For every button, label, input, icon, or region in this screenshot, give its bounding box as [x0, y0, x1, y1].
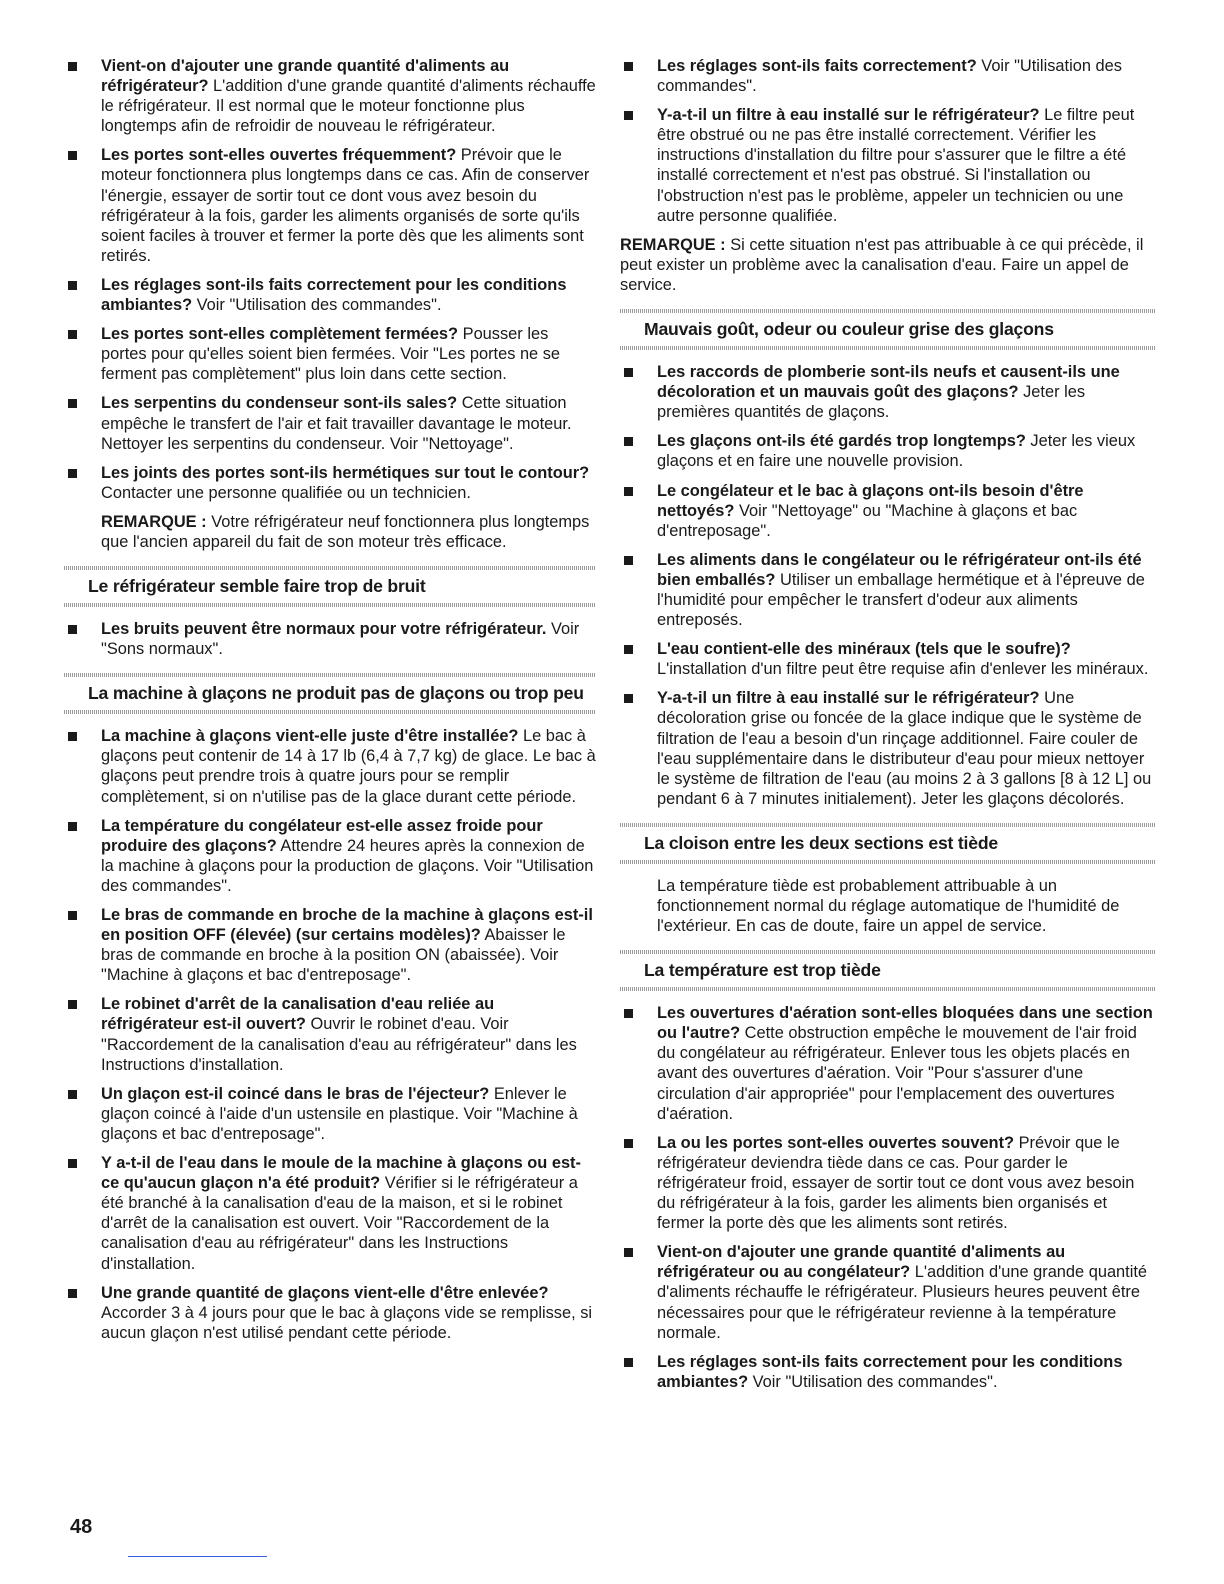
- question-text: Les portes sont-elles complètement fermées?: [101, 325, 459, 344]
- question-text: Les glaçons ont-ils été gardés trop longtemps?: [657, 432, 1026, 451]
- square-bullet-icon: [624, 62, 633, 71]
- section-title: La cloison entre les deux sections est tiède: [644, 832, 998, 853]
- answer-text: Cette obstruction empêche le mouvement de l'air froid du congélateur au réfrigérateur. Enlever tous les objets placés en avant des ouvertures d'aération. Voir "Pour s'assurer d'une circulation d'air appropriée" pour l'emplacement des ouvertures d'aération.: [657, 1024, 1137, 1123]
- troubleshooting-item: [620, 639, 1156, 679]
- square-bullet-icon: [68, 1000, 77, 1009]
- square-bullet-icon: [624, 1009, 633, 1018]
- square-bullet-icon: [624, 645, 633, 654]
- square-bullet-icon: [68, 62, 77, 71]
- square-bullet-icon: [624, 368, 633, 377]
- square-bullet-icon: [624, 1139, 633, 1148]
- troubleshooting-item: [64, 816, 596, 896]
- troubleshooting-item: [64, 905, 596, 985]
- troubleshooting-item: [64, 393, 596, 453]
- section-title: La température est trop tiède: [644, 960, 881, 981]
- question-text: Les réglages sont-ils faits correctement pour les conditions ambiantes?: [657, 1352, 1123, 1391]
- troubleshooting-item: [620, 1003, 1156, 1124]
- answer-text: L'addition d'une grande quantité d'aliments réchauffe le réfrigérateur. Plusieurs heures peuvent être nécessaires pour que le réfrigérateur revienne à la température normale.: [657, 1263, 1148, 1342]
- square-bullet-icon: [68, 625, 77, 634]
- answer-text: Cette situation empêche le transfert de l'air et fait travailler davantage le moteur. Nettoyer les serpentins du condenseur. Voir "Nettoyage".: [101, 394, 572, 453]
- section-heading-le-refrigerateur-semble-faire-trop-de-br: [64, 566, 596, 607]
- square-bullet-icon: [68, 330, 77, 339]
- square-bullet-icon: [68, 1090, 77, 1099]
- question-text: Les aliments dans le congélateur ou le réfrigérateur ont-ils été bien emballés?: [657, 550, 1142, 589]
- answer-text: L'installation d'un filtre peut être requise afin d'enlever les minéraux.: [657, 660, 1149, 679]
- answer-text: Le filtre peut être obstrué ou ne pas être installé correctement. Vérifier les instructions d'installation du filtre pour s'assurer que le filtre a été installé correctement et n'est pas obstrué. Si l'installation ou l'obstruction n'est pas le problème, appeler un technicien ou une autre personne qualifiée.: [657, 106, 1135, 225]
- answer-text: Voir "Utilisation des commandes".: [657, 57, 1122, 96]
- answer-text: Enlever le glaçon coincé à l'aide d'un ustensile en plastique. Voir "Machine à glaçons et bac d'entreposage".: [101, 1084, 578, 1143]
- question-text: La ou les portes sont-elles ouvertes souvent?: [657, 1133, 1015, 1152]
- troubleshooting-item: [64, 1283, 596, 1343]
- question-text: Y a-t-il de l'eau dans le moule de la machine à glaçons ou est-ce qu'aucun glaçon n'a été produit?: [101, 1154, 581, 1193]
- troubleshooting-item: [64, 324, 596, 384]
- answer-text: Pousser les portes pour qu'elles soient bien fermées. Voir "Les portes ne se ferment pas complètement" plus loin dans cette section.: [101, 325, 561, 384]
- section-heading-mauvais-gout-odeur-ou-couleur-grise-des-: [620, 309, 1156, 350]
- question-text: Une grande quantité de glaçons vient-elle d'être enlevée?: [101, 1283, 549, 1302]
- square-bullet-icon: [624, 487, 633, 496]
- remark-note: [620, 235, 1156, 295]
- question-text: Vient-on d'ajouter une grande quantité d'aliments au réfrigérateur ou au congélateur?: [657, 1243, 1066, 1282]
- square-bullet-icon: [624, 437, 633, 446]
- square-bullet-icon: [68, 151, 77, 160]
- hatched-rule: [64, 710, 596, 714]
- troubleshooting-item: [64, 463, 596, 503]
- section-heading-la-temperature-est-trop-tiede: [620, 950, 1156, 991]
- question-text: Le congélateur et le bac à glaçons ont-ils besoin d'être nettoyés?: [657, 481, 1084, 520]
- question-text: Les réglages sont-ils faits correctement pour les conditions ambiantes?: [101, 275, 567, 315]
- hatched-rule: [620, 987, 1156, 991]
- question-text: Les joints des portes sont-ils hermétiques sur tout le contour?: [101, 463, 590, 482]
- answer-text: Une décoloration grise ou foncée de la glace indique que le système de filtration de l'eau a besoin d'un rinçage additionnel. Faire couler de l'eau supplémentaire dans le distributeur d'eau pour mieux nettoyer le système de filtration de l'eau (au moins 2 à 3 gallons [8 à 12 L] ou pendant 6 à 7 minutes initialement). Jeter les glaçons décolorés.: [657, 689, 1152, 808]
- square-bullet-icon: [68, 911, 77, 920]
- remark-label: REMARQUE :: [101, 512, 207, 531]
- section-title: La machine à glaçons ne produit pas de glaçons ou trop peu: [88, 683, 584, 704]
- troubleshooting-item: [64, 619, 596, 659]
- troubleshooting-item: [620, 56, 1156, 96]
- remark-text: Votre réfrigérateur neuf fonctionnera plus longtemps que l'ancien appareil du fait de son moteur très efficace.: [101, 512, 590, 551]
- answer-text: Voir "Sons normaux".: [101, 620, 580, 659]
- answer-text: Jeter les vieux glaçons et en faire une nouvelle provision.: [657, 432, 1136, 471]
- question-text: Le bras de commande en broche de la machine à glaçons est-il en position OFF (élevée) (sur certains modèles)?: [101, 906, 593, 945]
- troubleshooting-item: [620, 481, 1156, 541]
- square-bullet-icon: [68, 1289, 77, 1298]
- answer-text: Voir "Nettoyage" ou "Machine à glaçons et bac d'entreposage".: [657, 501, 1078, 540]
- question-text: La température du congélateur est-elle assez froide pour produire des glaçons?: [101, 816, 543, 855]
- troubleshooting-item: [64, 56, 596, 136]
- troubleshooting-item: [620, 431, 1156, 471]
- answer-text: Le bac à glaçons peut contenir de 14 à 17 lb (6,4 à 7,7 kg) de glace. Le bac à glaçons peut prendre trois à quatre jours pour se remplir complètement, si on n'utilise pas de la glace durant cette période.: [101, 727, 596, 806]
- remark-text: Si cette situation n'est pas attribuable à ce qui précède, il peut exister un problème avec la canalisation d'eau. Faire un appel de service.: [620, 235, 1144, 294]
- troubleshooting-item: [64, 145, 596, 266]
- square-bullet-icon: [624, 556, 633, 565]
- hatched-rule: [64, 603, 596, 607]
- square-bullet-icon: [68, 1159, 77, 1168]
- remark-note: [64, 512, 596, 552]
- square-bullet-icon: [68, 469, 77, 478]
- page-number: 48: [70, 1516, 93, 1538]
- body-paragraph: La température tiède est probablement attribuable à un fonctionnement normal du réglage automatique de l'humidité de l'extérieur. En cas de doute, faire un appel de service.: [657, 876, 1120, 936]
- troubleshooting-item: [64, 1153, 596, 1274]
- troubleshooting-item: [620, 1352, 1156, 1392]
- square-bullet-icon: [68, 399, 77, 408]
- troubleshooting-item: [620, 105, 1156, 226]
- answer-text: Attendre 24 heures après la connexion de la machine à glaçons pour la production de glaçons. Voir "Utilisation des commandes".: [101, 836, 594, 895]
- troubleshooting-item: [620, 1133, 1156, 1233]
- section-heading-la-machine-a-glacons-ne-produit-pas-de-g: [64, 673, 596, 714]
- section-title: Le réfrigérateur semble faire trop de bruit: [88, 576, 426, 597]
- question-text: Un glaçon est-il coincé dans le bras de l'éjecteur?: [101, 1084, 490, 1103]
- square-bullet-icon: [624, 1248, 633, 1257]
- answer-text: Vérifier si le réfrigérateur a été branché à la canalisation d'eau de la maison, et si le robinet d'arrêt de la canalisation est ouvert. Voir "Raccordement de la canalisation d'eau au réfrigérateur" dans les Instructions d'installation.: [101, 1174, 578, 1273]
- answer-text: Abaisser le bras de commande en broche à la position ON (abaissée). Voir "Machine à glaçons et bac d'entreposage".: [101, 926, 566, 985]
- answer-text: Voir "Utilisation des commandes".: [192, 296, 442, 315]
- question-text: Y-a-t-il un filtre à eau installé sur le réfrigérateur?: [657, 106, 1040, 125]
- troubleshooting-item: [620, 1242, 1156, 1342]
- question-text: Vient-on d'ajouter une grande quantité d'aliments au réfrigérateur?: [101, 57, 510, 96]
- troubleshooting-item: [620, 550, 1156, 630]
- right-column: [620, 56, 1156, 1401]
- question-text: Le robinet d'arrêt de la canalisation d'eau reliée au réfrigérateur est-il ouvert?: [101, 995, 495, 1034]
- answer-text: Jeter les premières quantités de glaçons.: [657, 383, 1086, 422]
- answer-text: Contacter une personne qualifiée ou un technicien.: [101, 483, 471, 502]
- square-bullet-icon: [624, 1358, 633, 1367]
- troubleshooting-item: [64, 726, 596, 806]
- hatched-rule: [620, 860, 1156, 864]
- question-text: Y-a-t-il un filtre à eau installé sur le réfrigérateur?: [657, 689, 1040, 708]
- question-text: Les ouvertures d'aération sont-elles bloquées dans une section ou l'autre?: [657, 1004, 1153, 1043]
- troubleshooting-item: [620, 362, 1156, 422]
- question-text: Les serpentins du condenseur sont-ils sales?: [101, 394, 458, 413]
- remark-label: REMARQUE :: [620, 235, 726, 254]
- answer-text: Voir "Utilisation des commandes".: [748, 1372, 998, 1391]
- question-text: Les bruits peuvent être normaux pour votre réfrigérateur.: [101, 620, 547, 639]
- troubleshooting-item: [620, 688, 1156, 809]
- answer-text: Ouvrir le robinet d'eau. Voir "Raccordement de la canalisation d'eau au réfrigérateur" dans les Instructions d'installation.: [101, 1015, 577, 1074]
- answer-text: Prévoir que le moteur fonctionnera plus longtemps dans ce cas. Afin de conserver l'énergie, essayer de sortir tout ce dont vous avez besoin du réfrigérateur à la fois, garder les aliments organisés de sorte qu'ils soient faciles à trouver et fermer la porte dès que les aliments sont retirés.: [101, 146, 590, 265]
- question-text: L'eau contient-elle des minéraux (tels que le soufre)?: [657, 640, 1071, 659]
- answer-text: Accorder 3 à 4 jours pour que le bac à glaçons vide se remplisse, si aucun glaçon n'est utilisé pendant cette période.: [101, 1303, 593, 1342]
- answer-text: Utiliser un emballage hermétique et à l'épreuve de l'humidité pour empêcher le transfert d'odeur aux aliments entreposés.: [657, 570, 1145, 630]
- answer-text: Prévoir que le réfrigérateur deviendra tiède dans ce cas. Pour garder le réfrigérateur froid, essayer de sortir tout ce dont vous avez besoin du réfrigérateur à la fois, garder les aliments bien organisés et fermer la porte dès que les aliments sont retirés.: [657, 1133, 1135, 1233]
- square-bullet-icon: [624, 111, 633, 120]
- section-title: Mauvais goût, odeur ou couleur grise des glaçons: [644, 319, 1054, 340]
- question-text: La machine à glaçons vient-elle juste d'être installée?: [101, 727, 519, 746]
- troubleshooting-item: [64, 994, 596, 1074]
- troubleshooting-item: [64, 1084, 596, 1144]
- question-text: Les réglages sont-ils faits correctement?: [657, 57, 977, 75]
- answer-text: L'addition d'une grande quantité d'aliments réchauffe le réfrigérateur. Il est normal que le moteur fonctionne plus longtemps afin de refroidir de nouveau le réfrigérateur.: [101, 77, 596, 136]
- section-heading-la-cloison-entre-les-deux-sections-est-t: [620, 823, 1156, 864]
- left-column: [64, 56, 596, 1352]
- square-bullet-icon: [68, 822, 77, 831]
- square-bullet-icon: [68, 281, 77, 290]
- hatched-rule: [620, 346, 1156, 350]
- square-bullet-icon: [68, 732, 77, 741]
- troubleshooting-item: [64, 275, 596, 315]
- footer-rule: [128, 1556, 267, 1557]
- square-bullet-icon: [624, 694, 633, 703]
- question-text: Les portes sont-elles ouvertes fréquemment?: [101, 146, 457, 165]
- question-text: Les raccords de plomberie sont-ils neufs et causent-ils une décoloration et un mauvais goût des glaçons?: [657, 363, 1120, 402]
